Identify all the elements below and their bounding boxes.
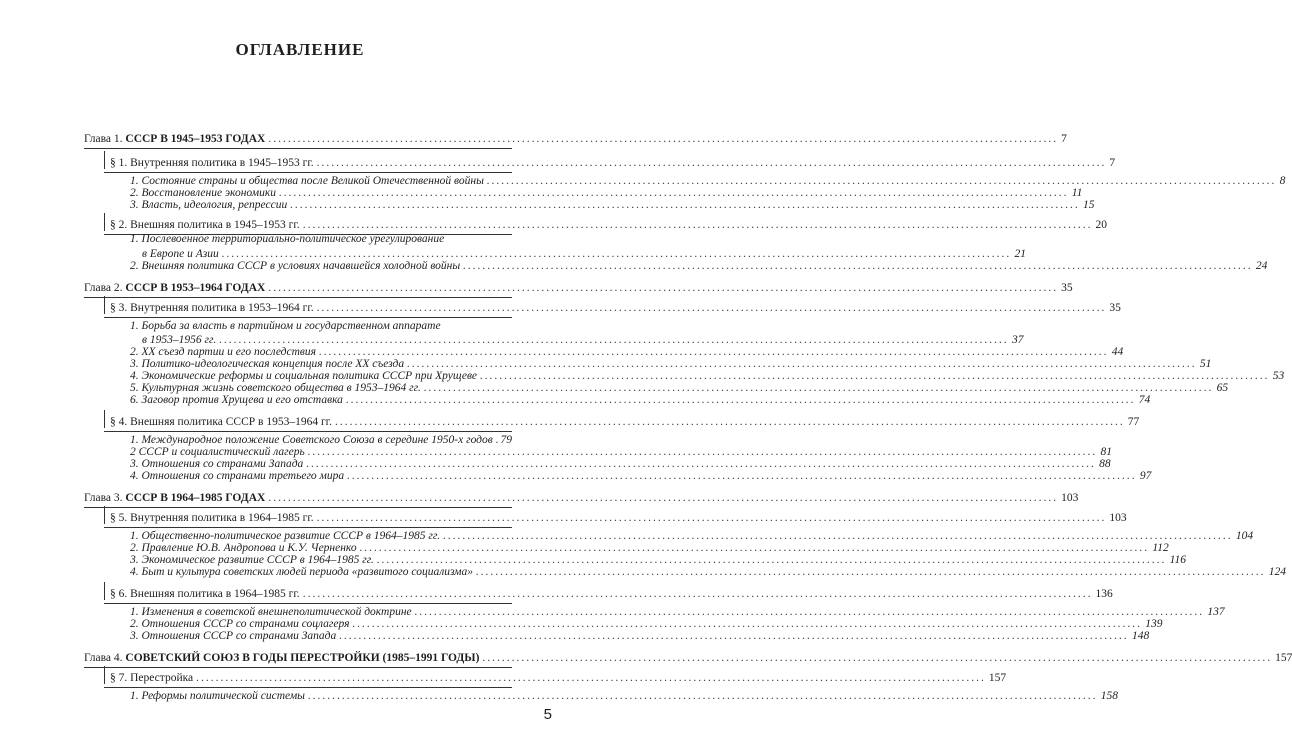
toc-subsection-entry[interactable] [130, 260, 1268, 273]
toc-page-number: 137 [1207, 606, 1225, 618]
toc-page-number: 157 [988, 672, 1007, 684]
chapter-prefix: Глава 2. [84, 282, 126, 294]
chapter-title: СССР В 1953–1964 ГОДАХ [125, 282, 266, 294]
chapter-title: СССР В 1945–1953 ГОДАХ [125, 133, 266, 145]
section-bracket [104, 213, 105, 231]
toc-entry-label: в Европе и Азии [142, 248, 219, 260]
toc-section-entry[interactable] [110, 512, 1127, 525]
toc-entry-label: 2. Правление Ю.В. Андропова и К.У. Черненко [130, 542, 357, 554]
dot-leader: .................................................................................................................................................................. [463, 260, 1253, 272]
dot-leader: .................................................................................................................................................................. [278, 187, 1069, 199]
toc-entry-label: 2 СССР и социалистический лагерь [130, 446, 305, 458]
toc-entry-label: в 1953–1956 гг. [142, 334, 217, 346]
dot-leader: .................................................................................................................................................................. [316, 157, 1107, 169]
toc-chapter-entry[interactable] [84, 133, 1067, 146]
toc-chapter-entry[interactable] [84, 492, 1079, 505]
chapter-title: СОВЕТСКИЙ СОЮЗ В ГОДЫ ПЕРЕСТРОЙКИ (1985–1991 ГОДЫ) [125, 652, 480, 664]
toc-page-number: 20 [1095, 219, 1107, 231]
dot-leader: .................................................................................................................................................................. [414, 606, 1205, 618]
dot-leader: .................................................................................................................................................................. [268, 492, 1059, 504]
toc-page-number: 35 [1109, 302, 1121, 314]
toc-entry-label: 4. Экономические реформы и социальная политика СССР при Хрущеве [130, 370, 478, 382]
section-bracket [104, 582, 105, 600]
dot-leader: .................................................................................................................................................................. [407, 358, 1197, 370]
toc-section-entry[interactable] [110, 302, 1121, 315]
page-title: ОГЛАВЛЕНИЕ [235, 40, 365, 59]
toc-entry-label: 4. Отношения со странами третьего мира [130, 470, 345, 482]
section-bracket [104, 151, 105, 169]
toc-subsection-entry[interactable] [130, 470, 1152, 483]
toc-page-number: 148 [1131, 630, 1150, 642]
section-bracket [104, 506, 105, 524]
toc-page-number: 158 [1100, 690, 1118, 702]
toc-page-number: 7 [1109, 157, 1116, 169]
toc-page-number: 139 [1145, 618, 1163, 630]
toc-entry-label: § 1. Внутренняя политика в 1945–1953 гг. [110, 157, 314, 169]
dot-leader: .................................................................................................................................................................. [290, 199, 1080, 211]
section-bracket [104, 296, 105, 314]
toc-entry-label: 3. Экономическое развитие СССР в 1964–1985 гг. [130, 554, 374, 566]
dot-leader: .................................................................................................................................................................. [318, 346, 1109, 358]
toc-section-entry[interactable] [110, 219, 1107, 232]
dot-leader: .................................................................................................................................................................. [476, 566, 1266, 578]
toc-entry-label: 1. Состояние страны и общества после Великой Отечественной войны [130, 175, 484, 187]
toc-entry-label: 1. Общественно-политическое развитие СССР в 1964–1985 гг. [130, 530, 441, 542]
dot-leader: .................................................................................................................................................................. [221, 248, 1012, 260]
toc-page-number: 124 [1268, 566, 1286, 578]
toc-section-entry[interactable] [110, 588, 1113, 601]
toc-page-number: 116 [1169, 554, 1187, 566]
dot-leader: .................................................................................................................................................................. [219, 334, 1009, 346]
chapter-rule [84, 507, 512, 508]
toc-page-number: 7 [1061, 133, 1067, 145]
chapter-rule [84, 148, 512, 149]
toc-entry-label: § 7. Перестройка [110, 672, 194, 684]
dot-leader: .................................................................................................................................................................. [486, 175, 1277, 187]
dot-leader: .................................................................................................................................................................. [316, 512, 1107, 524]
toc-entry-label: § 6. Внешняя политика в 1964–1985 гг. [110, 588, 300, 600]
dot-leader: .................................................................................................................................................................. [443, 530, 1233, 542]
chapter-rule [104, 431, 512, 432]
toc-entry-label: 2. Внешняя политика СССР в условиях начавшейся холодной войны [130, 260, 461, 272]
toc-entry-label [84, 133, 265, 146]
toc-entry-label [84, 282, 265, 295]
toc-entry-label [84, 492, 265, 505]
toc-entry-label: 3. Отношения со странами Запада [130, 458, 304, 470]
chapter-prefix: Глава 1. [84, 133, 126, 145]
toc-subsection-entry[interactable] [130, 394, 1151, 407]
chapter-rule [104, 317, 512, 318]
toc-entry-label: 2. XX съезд партии и его последствия [130, 346, 316, 358]
toc-page-number: 88 [1099, 458, 1111, 470]
dot-leader: .................................................................................................................................................................. [334, 416, 1125, 428]
dot-leader: .................................................................................................................................................................. [359, 542, 1150, 554]
dot-leader: .................................................................................................................................................................. [347, 470, 1137, 482]
toc-page-number: 81 [1100, 446, 1112, 458]
toc-page-number: 136 [1095, 588, 1113, 600]
chapter-rule [84, 297, 512, 298]
toc-entry-label: § 5. Внутренняя политика в 1964–1985 гг. [110, 512, 314, 524]
section-bracket [104, 410, 105, 428]
toc-entry-label: 6. Заговор против Хрущева и его отставка [130, 394, 343, 406]
toc-entry-label: 3. Отношения СССР со странами Запада [130, 630, 337, 642]
chapter-rule [104, 687, 512, 688]
toc-entry-label: 1. Реформы политической системы [130, 690, 305, 702]
chapter-rule [104, 172, 512, 173]
chapter-prefix: Глава 3. [84, 492, 126, 504]
toc-page-number: 112 [1152, 542, 1169, 554]
toc-section-entry[interactable] [110, 157, 1116, 170]
toc-page-number: 51 [1199, 358, 1212, 370]
dot-leader: .................................................................................................................................................................. [352, 618, 1143, 630]
chapter-rule [104, 527, 512, 528]
toc-entry-label: 3. Власть, идеология, репрессии [130, 199, 288, 211]
toc-entry-label: 5. Культурная жизнь советского общества в 1953–1964 гг. [130, 382, 421, 394]
dot-leader: .................................................................................................................................................................. [302, 219, 1093, 231]
dot-leader: .................................................................................................................................................................. [339, 630, 1129, 642]
toc-page-number: 53 [1272, 370, 1285, 382]
toc-page-number: 44 [1111, 346, 1124, 358]
dot-leader: .................................................................................................................................................................. [307, 690, 1098, 702]
toc-subsection-entry[interactable] [130, 690, 1118, 703]
dot-leader: .................................................................................................................................................................. [196, 672, 986, 684]
toc-subsection-entry[interactable] [130, 566, 1286, 579]
dot-leader: .................................................................................................................................................................. [307, 446, 1098, 458]
toc-chapter-entry[interactable] [84, 652, 1292, 665]
toc-entry-text: 1. Послевоенное территориально-политическое урегулирование [130, 233, 445, 245]
toc-entry-label: § 3. Внутренняя политика в 1953–1964 гг. [110, 302, 314, 314]
toc-entry-label [84, 652, 479, 665]
toc-entry-label: 2. Отношения СССР со странами соцлагеря [130, 618, 350, 630]
toc-page-number: 74 [1138, 394, 1151, 406]
chapter-prefix: Глава 4. [84, 652, 126, 664]
toc-section-entry[interactable] [110, 672, 1007, 685]
chapter-rule [84, 667, 512, 668]
toc-page-number: 35 [1061, 282, 1073, 294]
toc-page-number: 103 [1061, 492, 1079, 504]
toc-page-number: 97 [1139, 470, 1152, 482]
toc-page-number: 15 [1082, 199, 1095, 211]
dot-leader: .................................................................................................................................................................. [302, 588, 1093, 600]
toc-page-number: 65 [1216, 382, 1229, 394]
dot-leader: .................................................................................................................................................................. [345, 394, 1136, 406]
dot-leader: .................................................................................................................................................................. [376, 554, 1167, 566]
dot-leader: .................................................................................................................................................................. [423, 382, 1214, 394]
toc-page-number: 8 [1279, 175, 1286, 187]
toc-subsection-entry[interactable] [130, 199, 1095, 212]
toc-subsection-entry[interactable] [130, 630, 1150, 643]
toc-entry-label: 4. Быт и культура советских людей периода «развитого социализма» [130, 566, 473, 578]
section-bracket [104, 666, 105, 684]
toc-page-number: 103 [1109, 512, 1127, 524]
toc-chapter-entry[interactable] [84, 282, 1073, 295]
toc-page-number: 24 [1255, 260, 1268, 272]
dot-leader: .................................................................................................................................................................. [480, 370, 1270, 382]
dot-leader: .................................................................................................................................................................. [482, 652, 1273, 664]
toc-entry-label: 2. Восстановление экономики [130, 187, 276, 199]
chapter-title: СССР В 1964–1985 ГОДАХ [125, 492, 266, 504]
toc-entry-label: 1. Международное положение Советского Союза в середине 1950-х годов [130, 434, 493, 446]
toc-page-number: 104 [1235, 530, 1254, 542]
toc-page-number: 37 [1011, 334, 1024, 346]
toc-page-number: 77 [1127, 416, 1140, 428]
page-number: 5 [543, 706, 552, 723]
dot-leader: .................................................................................................................................................................. [316, 302, 1107, 314]
dot-leader: .................................................................................................................................................................. [306, 458, 1097, 470]
dot-leader: .................................................................................................................................................................. [268, 133, 1059, 145]
toc-page-number: 157 [1275, 652, 1292, 664]
toc-entry-label: 3. Политико-идеологическая концепция после XX съезда [130, 358, 405, 370]
toc-entry-text: 1. Борьба за власть в партийном и государственном аппарате [130, 320, 441, 332]
toc-page-number: 21 [1014, 248, 1026, 260]
toc-entry-label: 1. Изменения в советской внешнеполитической доктрине [130, 606, 412, 618]
toc-section-entry[interactable] [110, 416, 1140, 429]
chapter-rule [104, 603, 512, 604]
toc-page-number: 79 [500, 434, 512, 446]
toc-page-number: 11 [1071, 187, 1083, 199]
toc-entry-label: § 2. Внешняя политика в 1945–1953 гг. [110, 219, 300, 231]
dot-leader: .................................................................................................................................................................. [268, 282, 1059, 294]
toc-entry-label: § 4. Внешняя политика СССР в 1953–1964 гг. [110, 416, 332, 428]
